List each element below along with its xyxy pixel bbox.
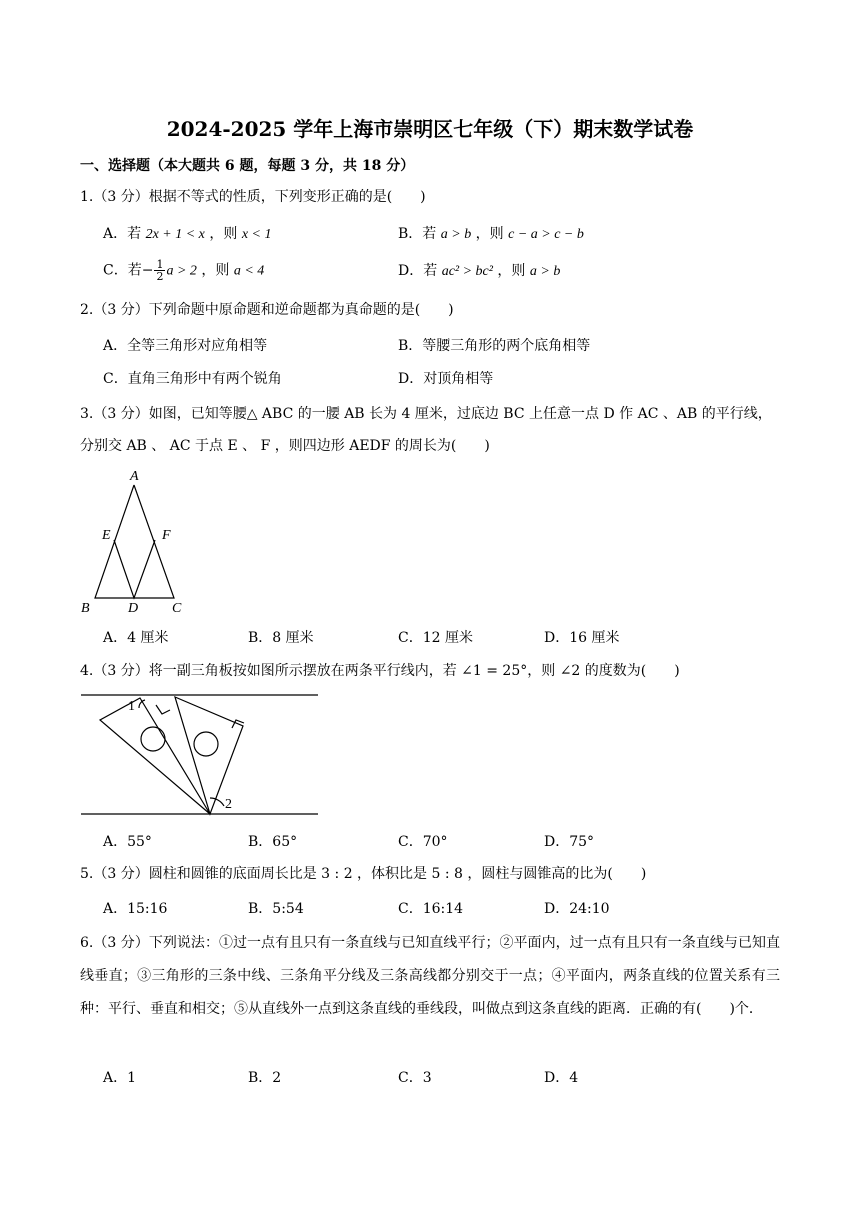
label-d: D xyxy=(128,601,139,616)
label-e: E xyxy=(102,528,111,543)
set-squares-figure xyxy=(78,688,323,823)
q4-option-c[interactable]: C．70° xyxy=(398,834,448,850)
q3-option-b[interactable]: B．8 厘米 xyxy=(248,630,314,646)
option-text: C．若 xyxy=(103,262,142,279)
q2-option-a[interactable]: A．全等三角形对应角相等 xyxy=(103,338,268,354)
question-3-stem-line1: 3.（3 分）如图，已知等腰△ ABC 的一腰 AB 长为 4 厘米，过底边 BC 上任意一点 D 作 AC 、AB 的平行线， xyxy=(80,406,772,422)
math-expr: a > b xyxy=(529,264,561,279)
q6-option-c[interactable]: C．3 xyxy=(398,1070,432,1086)
math-expr: a > b xyxy=(440,227,472,242)
label-c: C xyxy=(172,601,182,616)
angle-label-2: 2 xyxy=(225,797,232,812)
fraction-denominator: 2 xyxy=(156,270,164,283)
option-text: D．若 xyxy=(398,263,438,279)
q4-option-d[interactable]: D．75° xyxy=(544,834,595,850)
q6-option-d[interactable]: D．4 xyxy=(544,1070,579,1086)
option-text: ，则 xyxy=(497,263,526,279)
question-5-stem: 5.（3 分）圆柱和圆锥的底面周长比是 3 : 2 ，体积比是 5 : 8 ，圆柱与圆锥高的比为( ) xyxy=(80,866,647,882)
label-a: A xyxy=(130,469,139,484)
math-expr: x < 1 xyxy=(241,227,272,242)
question-3-stem-line2: 分别交 AB 、 AC 于点 E 、 F ，则四边形 AEDF 的周长为( ) xyxy=(80,438,490,454)
angle-label-1: 1 xyxy=(128,699,135,714)
option-text: ，则 xyxy=(475,226,504,242)
question-2-stem: 2.（3 分）下列命题中原命题和逆命题都为真命题的是( ) xyxy=(80,302,454,318)
q2-option-b[interactable]: B．等腰三角形的两个底角相等 xyxy=(398,338,591,354)
q1-option-c[interactable] xyxy=(103,259,264,282)
option-text: ，则 xyxy=(209,226,238,242)
q5-option-d[interactable]: D．24:10 xyxy=(544,901,610,917)
option-text: ，则 xyxy=(201,262,230,279)
section-heading: 一、选择题（本大题共 6 题，每题 3 分，共 18 分） xyxy=(80,158,415,174)
q4-option-a[interactable]: A．55° xyxy=(103,834,152,850)
option-text: B．若 xyxy=(398,226,437,242)
q1-option-a[interactable] xyxy=(103,224,271,245)
isosceles-triangle-figure xyxy=(78,465,198,620)
minus-sign: − xyxy=(141,262,154,279)
math-expr: a < 4 xyxy=(233,263,265,279)
question-6-stem: 6.（3 分）下列说法：①过一点有且只有一条直线与已知直线平行；②平面内，过一点有且只有一条直线与已知直线垂直；③三角形的三条中线、三条角平分线及三条高线都分别交于一点；④平面内，两条直线的位置关系有三种：平行、垂直和相交；⑤从直线外一点到这条直线的垂线段，叫做点到这条直线的距离．正确的有( )个． xyxy=(80,935,780,1017)
fraction xyxy=(154,259,165,282)
q4-option-b[interactable]: B．65° xyxy=(248,834,298,850)
question-1-stem: 1.（3 分）根据不等式的性质，下列变形正确的是( ) xyxy=(80,189,426,205)
q5-option-c[interactable]: C．16:14 xyxy=(398,901,464,917)
math-expr: ac² > bc² xyxy=(441,264,493,279)
math-expr: c − a > c − b xyxy=(508,227,584,242)
q1-option-b[interactable] xyxy=(398,224,584,245)
option-text: A．若 xyxy=(103,226,142,242)
q2-option-c[interactable]: C．直角三角形中有两个锐角 xyxy=(103,371,282,387)
math-expr: 2x + 1 < x xyxy=(145,227,205,242)
q6-option-a[interactable]: A．1 xyxy=(103,1070,137,1086)
q5-option-a[interactable]: A．15:16 xyxy=(103,901,168,917)
math-expr: a > 2 xyxy=(166,263,197,279)
q2-option-d[interactable]: D．对顶角相等 xyxy=(398,371,494,387)
q1-option-d[interactable] xyxy=(398,261,560,282)
fraction-numerator: 1 xyxy=(156,258,164,271)
q3-option-a[interactable]: A．4 厘米 xyxy=(103,630,169,646)
page-title: 2024-2025 学年上海市崇明区七年级（下）期末数学试卷 xyxy=(166,117,694,141)
q3-option-c[interactable]: C．12 厘米 xyxy=(398,630,473,646)
q5-option-b[interactable]: B．5:54 xyxy=(248,901,304,917)
q6-option-b[interactable]: B．2 xyxy=(248,1070,282,1086)
label-b: B xyxy=(81,601,90,616)
question-4-stem: 4.（3 分）将一副三角板按如图所示摆放在两条平行线内，若 ∠1 = 25°，则 ∠2 的度数为( ) xyxy=(80,663,680,679)
label-f: F xyxy=(162,528,171,543)
q3-option-d[interactable]: D．16 厘米 xyxy=(544,630,620,646)
